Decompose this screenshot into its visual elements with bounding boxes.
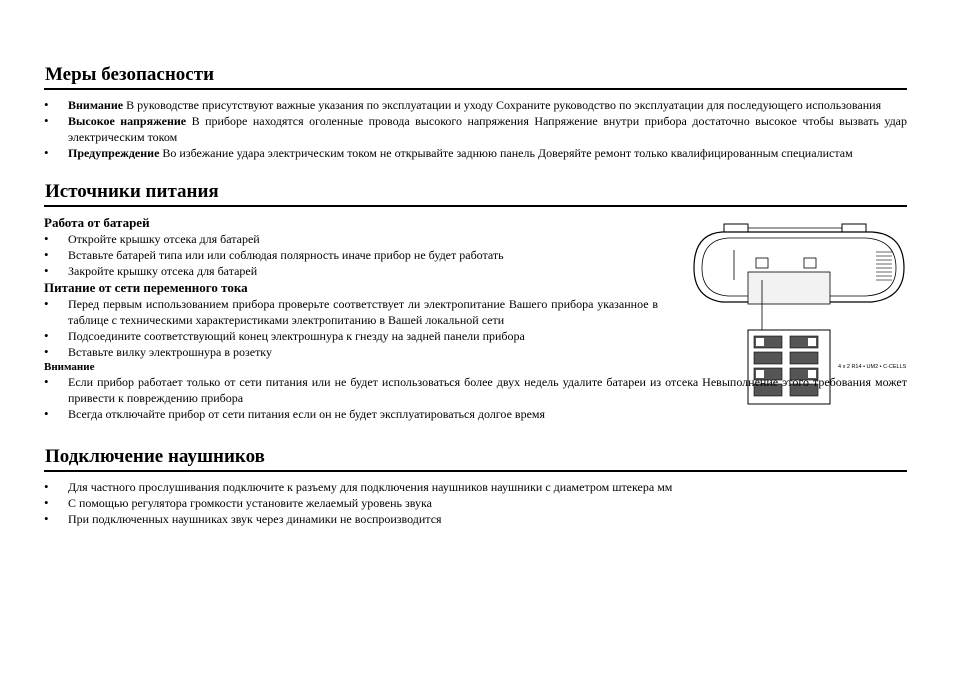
list-item: • Всегда отключайте прибор от сети питания если он не будет эксплуатироваться долгое время bbox=[44, 406, 907, 422]
safety-item-label: Внимание bbox=[68, 98, 124, 112]
ac-list bbox=[44, 296, 658, 360]
safety-item bbox=[44, 145, 907, 161]
list-item: • С помощью регулятора громкости установите желаемый уровень звука bbox=[44, 495, 907, 511]
safety-item-label: Предупреждение bbox=[68, 146, 160, 160]
manual-page bbox=[44, 62, 907, 527]
safety-list bbox=[44, 97, 907, 161]
safety-title: Меры безопасности bbox=[45, 64, 215, 85]
headphones-section bbox=[44, 444, 907, 527]
list-item: • Откройте крышку отсека для батарей bbox=[44, 231, 658, 247]
list-item: • Вставьте батарей типа или или соблюдая полярность иначе прибор не будет работать bbox=[44, 247, 658, 263]
headphones-title: Подключение наушников bbox=[45, 446, 265, 467]
list-item: • Перед первым использованием прибора проверьте соответствует ли электропитание Вашего прибора указанное в таблице с техническими характеристиками электропитанию в Вашей локальной сети bbox=[44, 296, 658, 328]
power-title: Источники питания bbox=[45, 181, 219, 202]
list-item: • При подключенных наушниках звук через динамики не воспроизводится bbox=[44, 511, 907, 527]
list-item: • Для частного прослушивания подключите к разъему для подключения наушников наушники с диаметром штекера мм bbox=[44, 479, 907, 495]
battery-list bbox=[44, 231, 658, 279]
list-item: • Если прибор работает только от сети питания или не будет использоваться более двух недель удалите батареи из отсека Невыполнение этого требования может привести к повреждению прибора bbox=[44, 374, 907, 406]
safety-item-label: Высокое напряжение bbox=[68, 114, 187, 128]
safety-section bbox=[44, 62, 907, 161]
safety-item bbox=[44, 97, 907, 113]
warning-list bbox=[44, 374, 907, 422]
figure-caption: 4 x 2 R14 • UM2 • C-CELLS bbox=[838, 364, 906, 370]
safety-item bbox=[44, 113, 907, 145]
safety-item-text: Во избежание удара электрическим током не открывайте заднюю панель Доверяйте ремонт только квалифицированным специалистам bbox=[159, 146, 853, 160]
list-item: • Закройте крышку отсека для батарей bbox=[44, 263, 658, 279]
warning-subtitle: Внимание bbox=[44, 361, 95, 373]
headphones-list bbox=[44, 479, 907, 527]
safety-item-text: В руководстве присутствуют важные указания по эксплуатации и уходу Сохраните руководство по эксплуатации для последующего использования bbox=[123, 98, 882, 112]
battery-subtitle: Работа от батарей bbox=[44, 215, 150, 230]
ac-subtitle: Питание от сети переменного тока bbox=[44, 280, 248, 295]
power-section bbox=[44, 179, 907, 422]
list-item: • Вставьте вилку электрошнура в розетку bbox=[44, 344, 658, 360]
list-item: • Подсоедините соответствующий конец электрошнура к гнезду на задней панели прибора bbox=[44, 328, 658, 344]
safety-item-text: В приборе находятся оголенные провода высокого напряжения Напряжение внутри прибора достаточно высокое чтобы вызвать удар электрическим током bbox=[68, 114, 908, 144]
